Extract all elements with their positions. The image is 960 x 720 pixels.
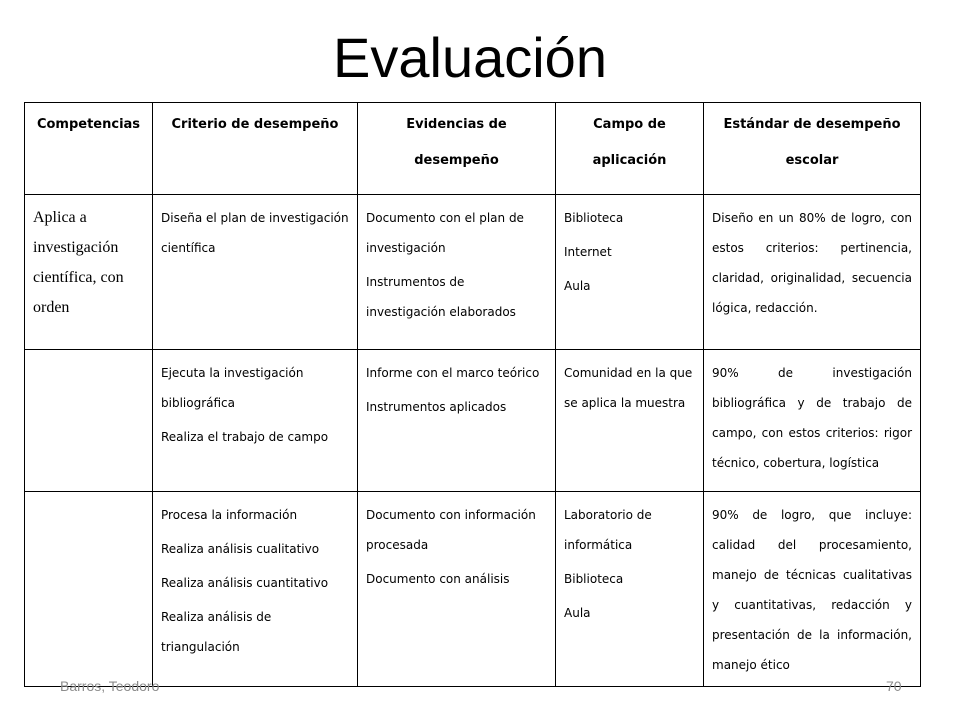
campo-item: Laboratorio de informática	[564, 508, 652, 552]
slide-title: Evaluación	[333, 26, 607, 89]
criterio-item: Diseña el plan de investigación científica	[161, 211, 349, 255]
cell-criterio	[153, 492, 358, 687]
cell-estandar: Diseño en un 80% de logro, con estos criterios: pertinencia, claridad, originalidad, secuencia lógica, redacción.	[704, 195, 921, 350]
campo-item: Aula	[564, 279, 591, 293]
header-campo: Campo de aplicación	[556, 103, 704, 195]
evidencia-item: Documento con información procesada	[366, 508, 536, 552]
campo-item: Biblioteca	[564, 572, 624, 586]
evidencia-item: Instrumentos aplicados	[366, 400, 507, 414]
cell-evidencias	[358, 492, 556, 687]
campo-item: Internet	[564, 245, 612, 259]
cell-campo	[556, 492, 704, 687]
cell-criterio	[153, 350, 358, 492]
campo-item: Biblioteca	[564, 211, 624, 225]
table-header-row	[25, 103, 921, 195]
evaluation-table	[24, 102, 921, 687]
criterio-item: Realiza análisis cuantitativo	[161, 576, 329, 590]
header-estandar: Estándar de desempeño escolar	[704, 103, 921, 195]
evidencia-item: Informe con el marco teórico	[366, 366, 540, 380]
table-row	[25, 492, 921, 687]
cell-evidencias	[358, 350, 556, 492]
cell-campo	[556, 350, 704, 492]
cell-competencia	[25, 492, 153, 687]
campo-item: Comunidad en la que se aplica la muestra	[564, 366, 693, 410]
cell-competencia	[25, 350, 153, 492]
header-competencias: Competencias	[25, 103, 153, 195]
criterio-item: Procesa la información	[161, 508, 298, 522]
cell-estandar: 90% de logro, que incluye: calidad del procesamiento, manejo de técnicas cualitativas y cuantitativas, redacción y presentación de la información, manejo ético	[704, 492, 921, 687]
evidencia-item: Documento con el plan de investigación	[366, 211, 524, 255]
table-row	[25, 195, 921, 350]
criterio-item: Realiza análisis cualitativo	[161, 542, 320, 556]
cell-criterio	[153, 195, 358, 350]
criterio-item: Realiza análisis de triangulación	[161, 610, 272, 654]
cell-estandar: 90% de investigación bibliográfica y de trabajo de campo, con estos criterios: rigor técnico, cobertura, logística	[704, 350, 921, 492]
evidencia-item: Documento con análisis	[366, 572, 510, 586]
table-row	[25, 350, 921, 492]
header-criterio: Criterio de desempeño	[153, 103, 358, 195]
criterio-item: Realiza el trabajo de campo	[161, 430, 329, 444]
cell-campo	[556, 195, 704, 350]
evidencia-item: Instrumentos de investigación elaborados	[366, 275, 516, 319]
campo-item: Aula	[564, 606, 591, 620]
footer-page-number: 70	[886, 678, 902, 694]
header-evidencias: Evidencias de desempeño	[358, 103, 556, 195]
cell-evidencias	[358, 195, 556, 350]
cell-competencia: Aplica a investigación científica, con orden	[25, 195, 153, 350]
criterio-item: Ejecuta la investigación bibliográfica	[161, 366, 304, 410]
footer-author: Barros, Teodoro	[60, 678, 160, 694]
